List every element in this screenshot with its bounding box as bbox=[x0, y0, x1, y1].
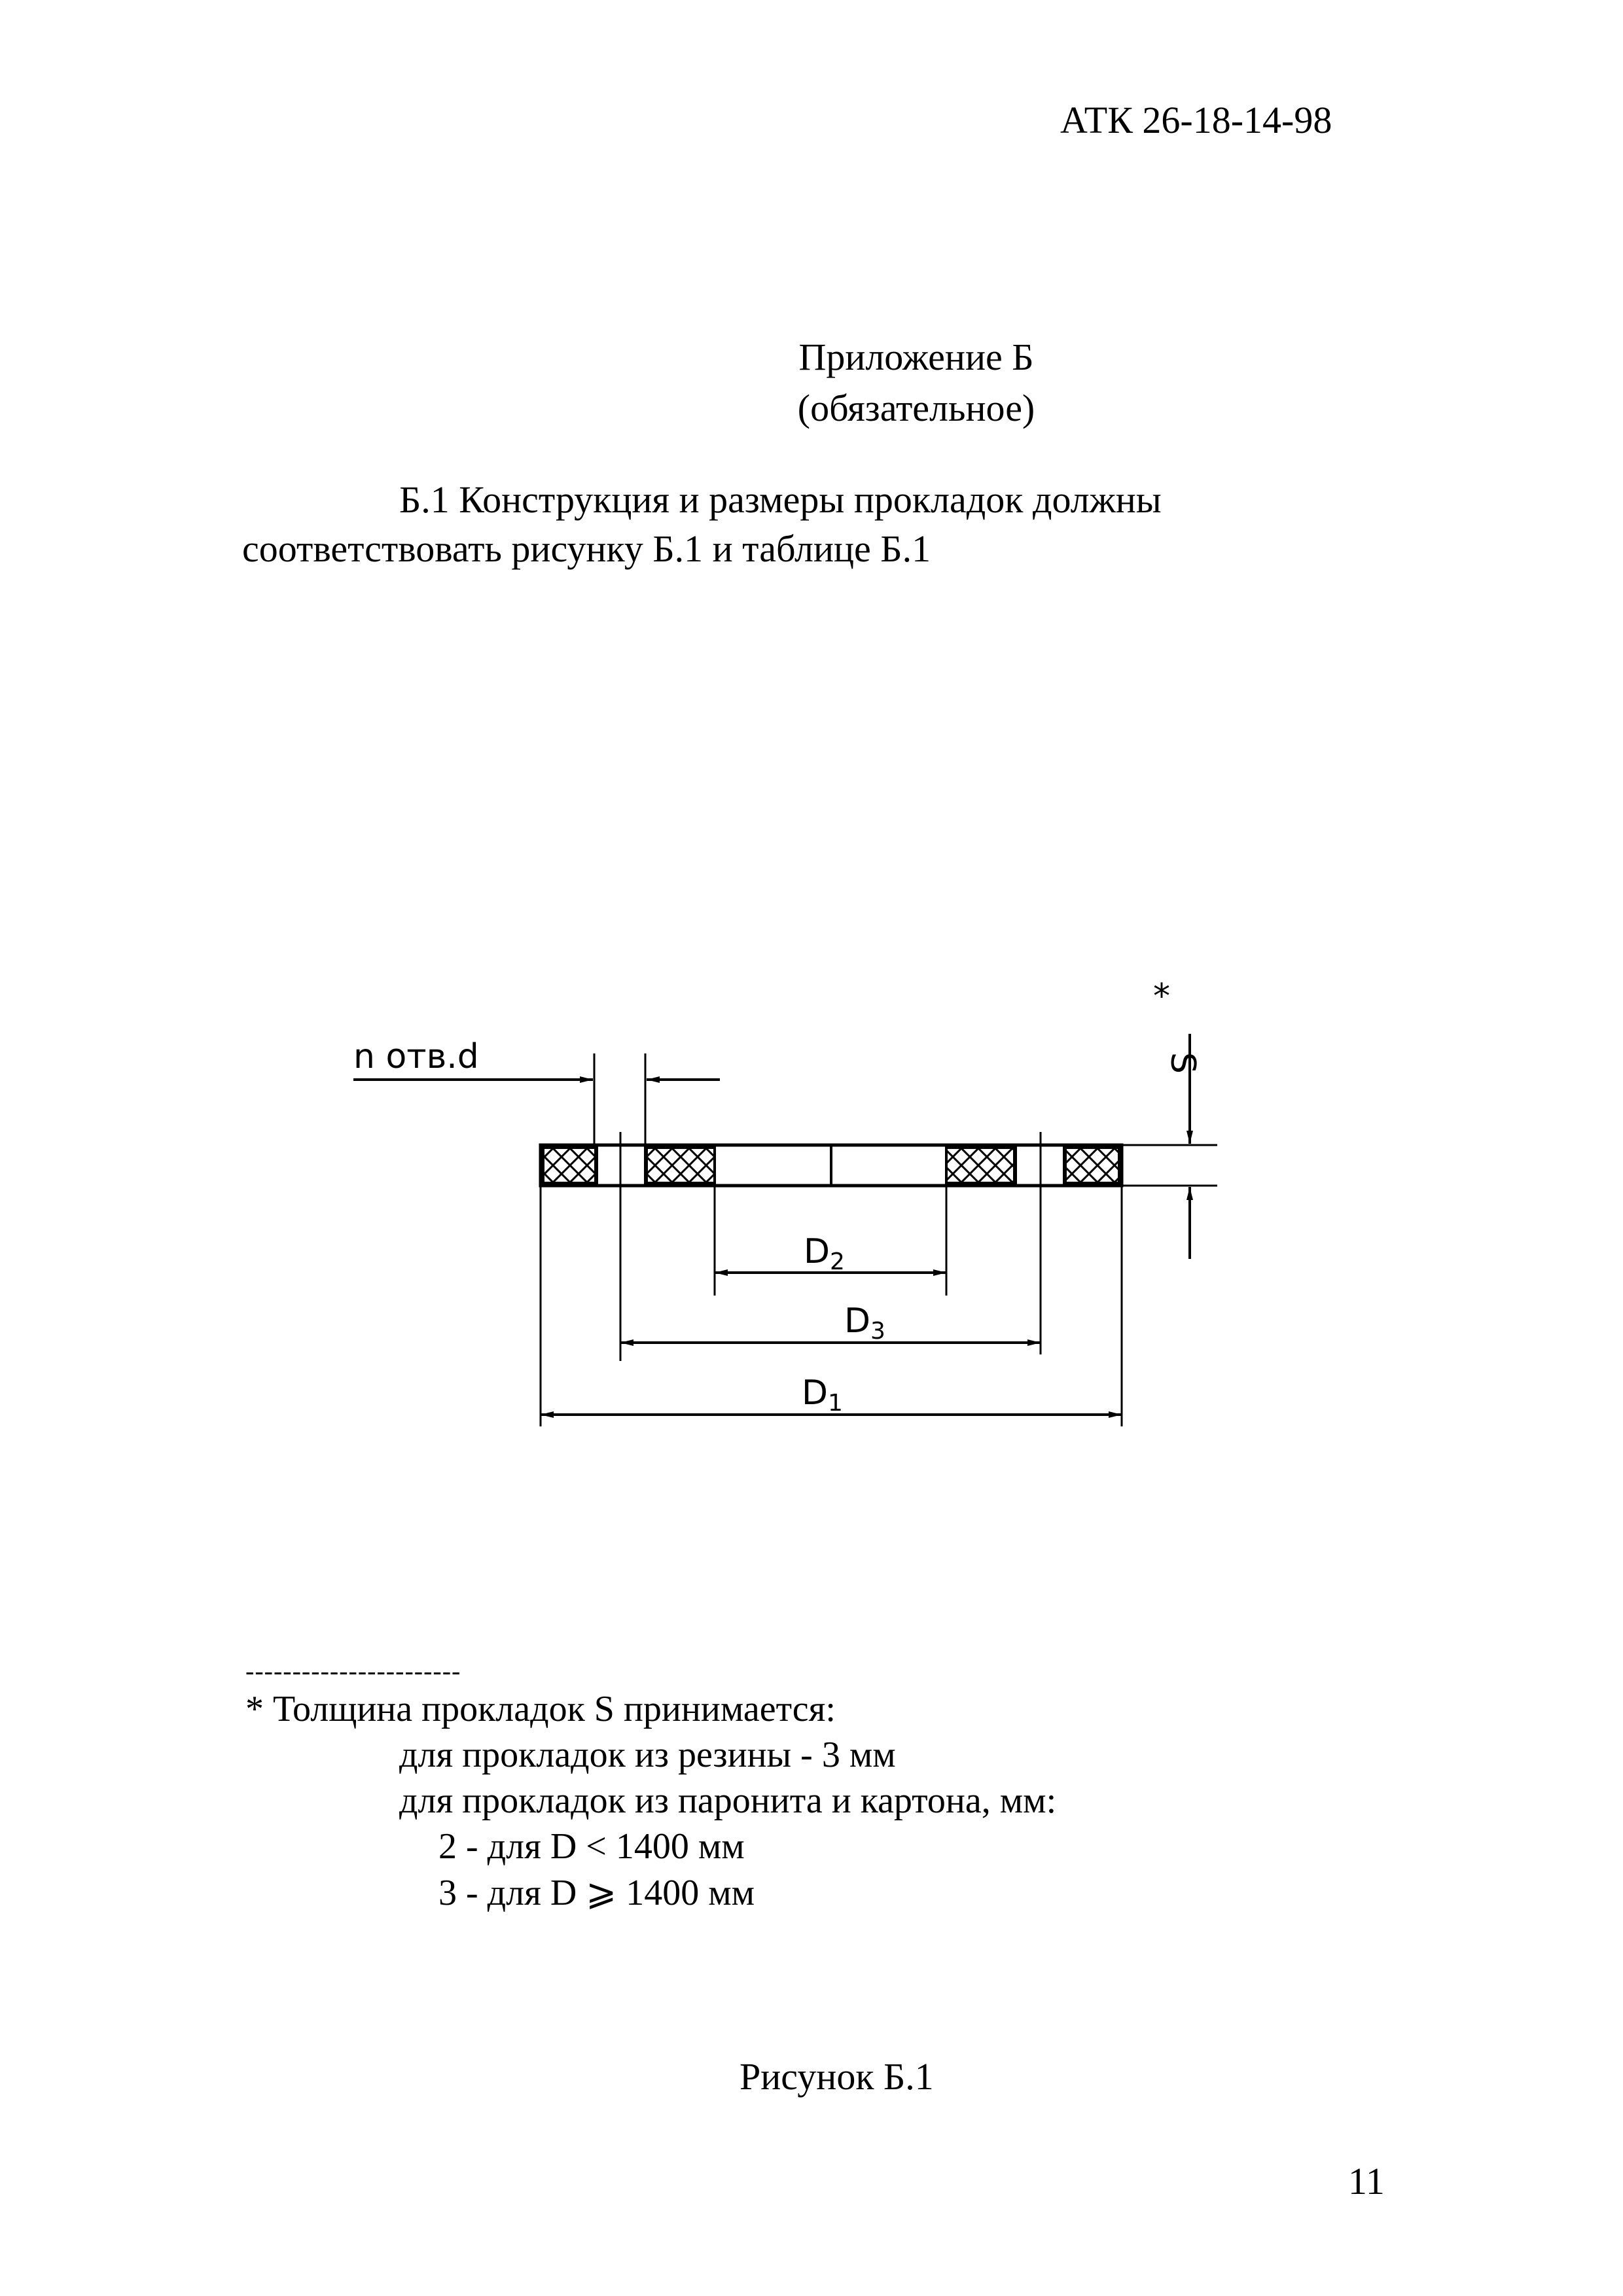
hatch-block-outer-right bbox=[1065, 1148, 1119, 1183]
footnote-line-1: для прокладок из резины - 3 мм bbox=[399, 1735, 896, 1775]
d1-dimension bbox=[541, 1373, 1122, 1417]
s-label: S bbox=[1163, 1052, 1202, 1074]
d2-dimension bbox=[715, 1232, 946, 1275]
paragraph-line-1: Б.1 Конструкция и размеры прокладок должны bbox=[399, 478, 1162, 521]
d2-subscript: 2 bbox=[830, 1248, 845, 1275]
d2-label: D2 bbox=[804, 1232, 845, 1275]
extension-lines bbox=[541, 1053, 1217, 1426]
d1-label: D1 bbox=[802, 1373, 843, 1417]
page-number: 11 bbox=[1348, 2160, 1385, 2202]
d1-subscript: 1 bbox=[828, 1390, 843, 1417]
hatch-block-inner-right bbox=[946, 1148, 1014, 1183]
footnote-line-4: 3 - для D ⩾ 1400 мм bbox=[438, 1873, 755, 1913]
d3-label: D3 bbox=[844, 1301, 885, 1345]
hole-label: n отв.d bbox=[353, 1037, 479, 1076]
hatch-block-outer-left bbox=[543, 1148, 596, 1183]
d3-subscript: 3 bbox=[870, 1318, 885, 1345]
gasket-section bbox=[541, 1145, 1122, 1186]
s-star: * bbox=[1153, 977, 1170, 1016]
hatch-block-inner-left bbox=[647, 1148, 715, 1183]
footnote-separator: ----------------------- bbox=[245, 1656, 461, 1686]
footnote-line-2: для прокладок из паронита и картона, мм: bbox=[399, 1780, 1057, 1821]
figure-caption: Рисунок Б.1 bbox=[740, 2055, 934, 2098]
paragraph-line-2: соответствовать рисунку Б.1 и таблице Б.1 bbox=[242, 527, 931, 570]
appendix-subtitle: (обязательное) bbox=[797, 387, 1035, 429]
footnote-line-0: * Толщина прокладок S принимается: bbox=[245, 1689, 836, 1729]
appendix-title: Приложение Б bbox=[798, 336, 1034, 378]
footnote-line-3: 2 - для D < 1400 мм bbox=[438, 1826, 745, 1867]
d3-dimension bbox=[620, 1301, 1041, 1345]
document-code: АТК 26-18-14-98 bbox=[1060, 99, 1332, 141]
